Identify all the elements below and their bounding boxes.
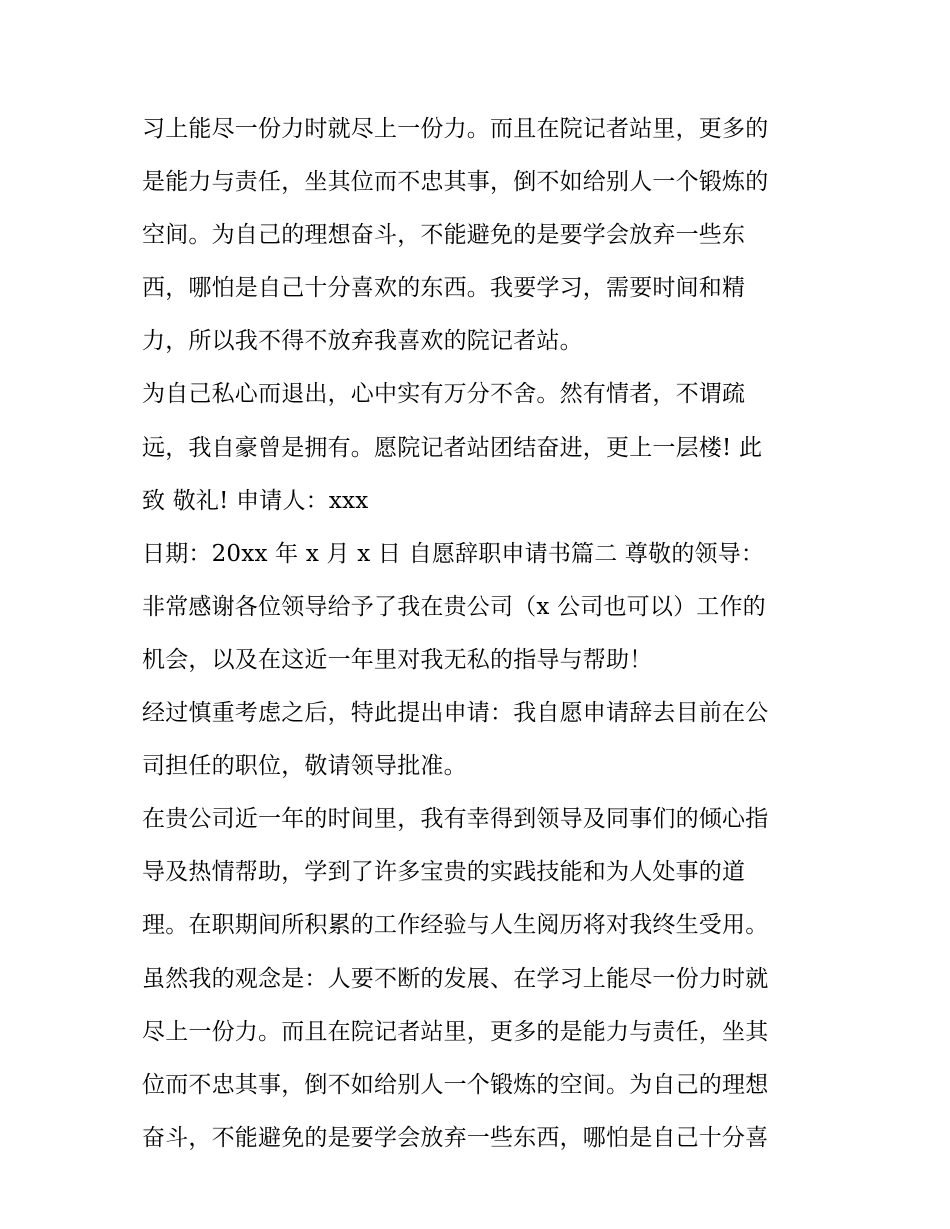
text-line: 导及热情帮助，学到了许多宝贵的实践技能和为人处事的道: [142, 859, 746, 886]
text-line: 在贵公司近一年的时间里，我有幸得到领导及同事们的倾心指: [142, 806, 769, 833]
text-line: 经过慎重考虑之后，特此提出申请：我自愿申请辞去目前在公: [142, 700, 769, 727]
text-line: 致 敬礼! 申请人：xxx: [142, 487, 369, 514]
text-line: 尽上一份力。而且在院记者站里，更多的是能力与责任，坐其: [142, 1018, 769, 1045]
text-line: 日期：20xx 年 x 月 x 日 自愿辞职申请书篇二 尊敬的领导：: [142, 540, 765, 567]
text-line: 习上能尽一份力时就尽上一份力。而且在院记者站里，更多的: [142, 116, 769, 142]
text-line: 为自己私心而退出，心中实有万分不舍。然有情者，不谓疏: [142, 381, 746, 408]
text-line: 远，我自豪曾是拥有。愿院记者站团结奋进，更上一层楼! 此: [142, 434, 763, 461]
text-line: 西，哪怕是自己十分喜欢的东西。我要学习，需要时间和精: [142, 275, 746, 302]
text-line: 司担任的职位，敬请领导批准。: [142, 753, 467, 780]
text-line: 奋斗，不能避免的是要学会放弃一些东西，哪怕是自己十分喜: [142, 1124, 769, 1151]
text-line: 位而不忠其事，倒不如给别人一个锻炼的空间。为自己的理想: [142, 1071, 769, 1098]
text-line: 是能力与责任，坐其位而不忠其事，倒不如给别人一个锻炼的: [142, 169, 769, 196]
text-line: 虽然我的观念是：人要不断的发展、在学习上能尽一份力时就: [142, 965, 769, 992]
text-line: 理。在职期间所积累的工作经验与人生阅历将对我终生受用。: [142, 912, 769, 939]
text-line: 空间。为自己的理想奋斗，不能避免的是要学会放弃一些东: [142, 222, 746, 249]
text-line: 力，所以我不得不放弃我喜欢的院记者站。: [142, 328, 583, 355]
text-line: 机会，以及在这近一年里对我无私的指导与帮助！: [142, 646, 653, 673]
document-body: [142, 108, 822, 1170]
text-line: 非常感谢各位领导给予了我在贵公司（x 公司也可以）工作的: [142, 593, 766, 620]
